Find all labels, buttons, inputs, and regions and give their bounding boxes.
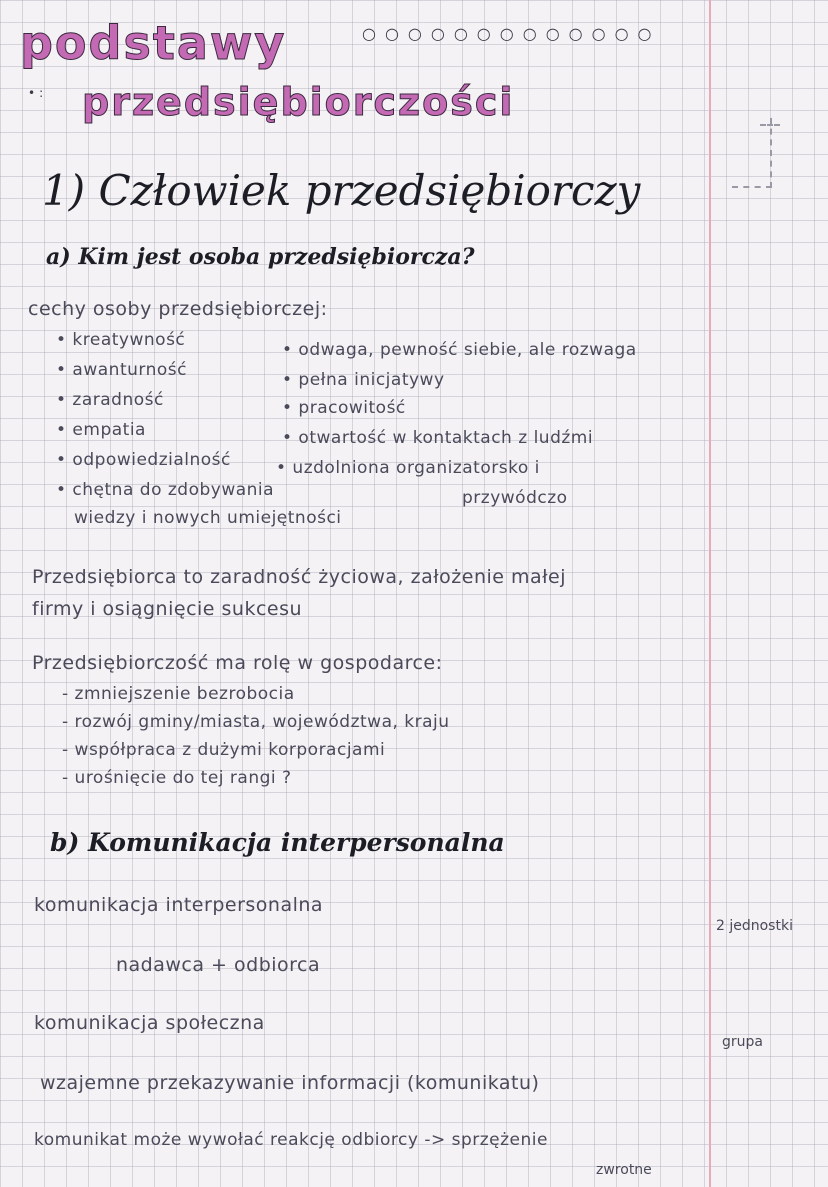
traits-intro: cechy osoby przedsiębiorczej: (28, 298, 328, 320)
role-item: - urośnięcie do tej rangi ? (62, 768, 292, 788)
comm-line-end: zwrotne (596, 1162, 652, 1178)
trait-left: • empatia (56, 420, 146, 440)
trait-left: • awanturność (56, 360, 187, 380)
trait-right: • pełna inicjatywy (282, 370, 445, 390)
page-margin-line (709, 0, 711, 1187)
trait-right: • otwartość w kontaktach z ludźmi (282, 428, 594, 448)
role-item: - rozwój gminy/miasta, województwa, kraju (62, 712, 450, 732)
comm-line: komunikat może wywołać reakcję odbiorcy -> sprzężenie (34, 1130, 548, 1150)
section-b-heading: b) Komunikacja interpersonalna (50, 828, 505, 857)
definition-line1: Przedsiębiorca to zaradność życiowa, założenie małej (32, 566, 567, 588)
section-a-heading: a) Kim jest osoba przedsiębiorcza? (46, 244, 475, 270)
role-item: - zmniejszenie bezrobocia (62, 684, 295, 704)
comm-line: komunikacja interpersonalna (34, 894, 324, 916)
trait-right: • uzdolniona organizatorsko i (276, 458, 540, 478)
trait-left: • zaradność (56, 390, 164, 410)
trait-right: przywódczo (462, 488, 568, 508)
trait-left: • odpowiedzialność (56, 450, 231, 470)
decorative-dots: ○○○○○○○○○○○○○ (362, 24, 661, 43)
trait-left: wiedzy i nowych umiejętności (74, 508, 342, 528)
comm-line: nadawca + odbiorca (116, 954, 321, 976)
bracket-decoration-bottom (732, 186, 772, 188)
comm-line: wzajemne przekazywanie informacji (komunikatu) (40, 1072, 540, 1094)
comm-line: komunikacja społeczna (34, 1012, 265, 1034)
role-item: - współpraca z dużymi korporacjami (62, 740, 386, 760)
trait-left: • chętna do zdobywania (56, 480, 275, 500)
trait-right: • pracowitość (282, 398, 406, 418)
side-note: grupa (722, 1034, 763, 1050)
definition-line2: firmy i osiągnięcie sukcesu (32, 598, 303, 620)
side-note: 2 jednostki (716, 918, 793, 934)
role-intro: Przedsiębiorczość ma rolę w gospodarce: (32, 652, 443, 674)
decorative-dots-left: •: (28, 86, 48, 100)
bracket-decoration (770, 118, 773, 188)
page-title-line1: podstawy (20, 16, 287, 70)
page-title-line2: przedsiębiorczości (82, 80, 515, 124)
trait-left: • kreatywność (56, 330, 186, 350)
trait-right: • odwaga, pewność siebie, ale rozwaga (282, 340, 637, 360)
bracket-decoration-top (760, 124, 780, 126)
chapter-heading: 1) Człowiek przedsiębiorczy (42, 166, 641, 215)
